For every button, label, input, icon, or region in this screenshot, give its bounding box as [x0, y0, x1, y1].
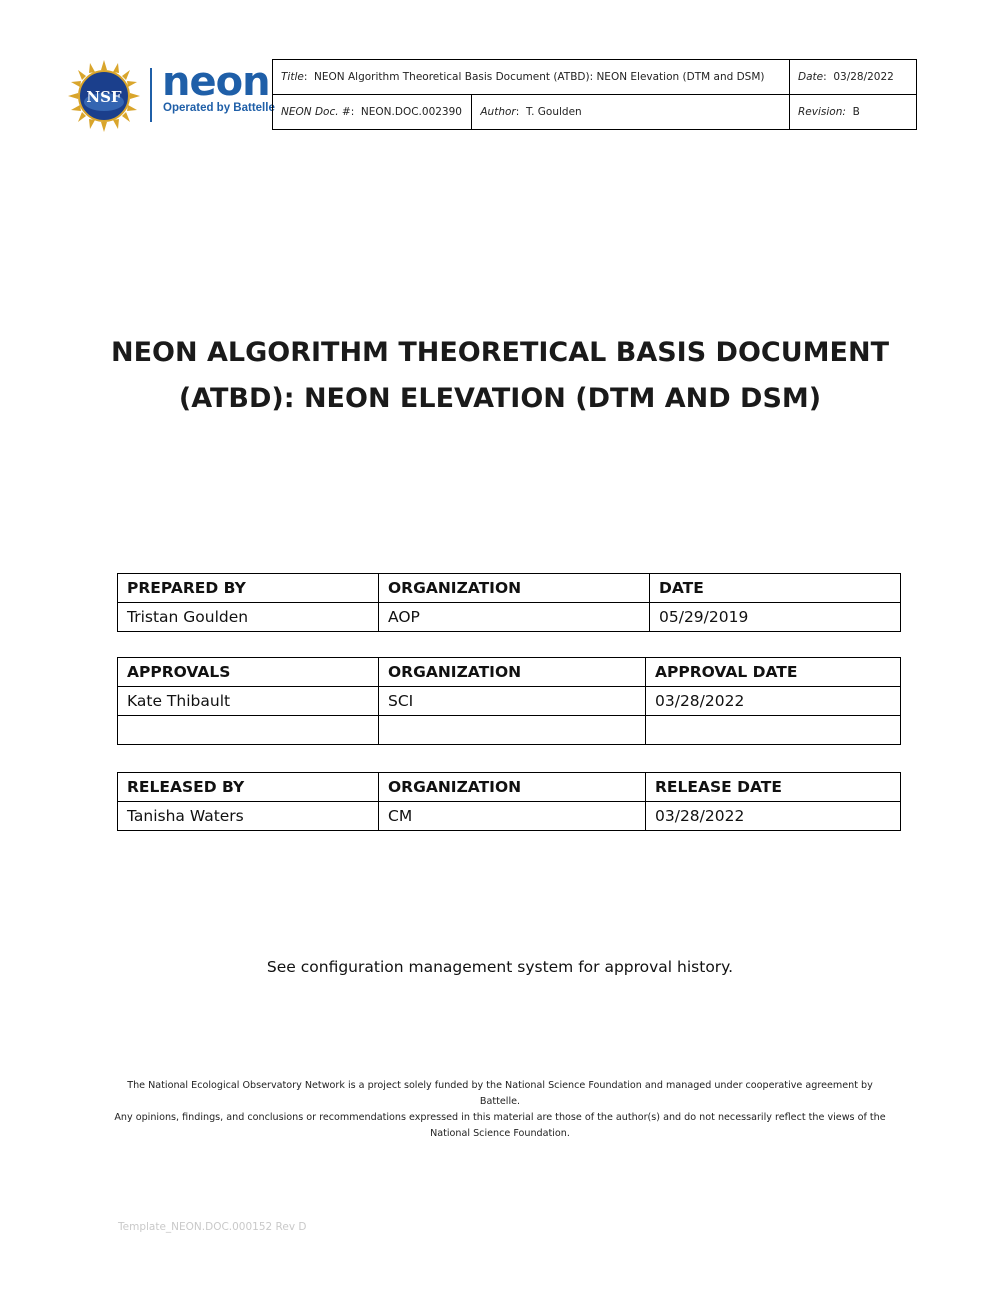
header-author-cell: Author: T. Goulden [472, 95, 790, 130]
nsf-seal-text: NSF [86, 88, 122, 106]
approvals-header: APPROVALS [118, 658, 379, 687]
header-author-value: T. Goulden [525, 106, 582, 118]
header-date-cell: Date: 03/28/2022 [790, 60, 917, 95]
approval-date-empty [646, 716, 901, 745]
table-row [118, 716, 901, 745]
approvals-organization-header: ORGANIZATION [379, 658, 646, 687]
neon-tagline: Operated by Battelle [163, 102, 275, 114]
table-row [118, 603, 901, 632]
prepared-by-header: PREPARED BY [118, 574, 379, 603]
approver-name: Kate Thibault [118, 687, 379, 716]
disclaimer-line-3: National Science Foundation. [430, 1128, 570, 1139]
released-organization-header: ORGANIZATION [379, 773, 646, 802]
header-author-label: Author [480, 106, 516, 118]
table-header-row [118, 574, 901, 603]
document-header-table [272, 59, 917, 130]
released-by-name: Tanisha Waters [118, 802, 379, 831]
header-revision-value: B [852, 106, 860, 118]
document-title [60, 330, 940, 422]
prepared-date-header: DATE [650, 574, 901, 603]
header-doc-cell: NEON Doc. #: NEON.DOC.002390 [273, 95, 472, 130]
released-organization: CM [379, 802, 646, 831]
table-row [118, 687, 901, 716]
nsf-seal-icon [68, 60, 140, 132]
funding-disclaimer [110, 1078, 890, 1142]
approval-date-header: APPROVAL DATE [646, 658, 901, 687]
prepared-organization: AOP [379, 603, 650, 632]
approver-organization-empty [379, 716, 646, 745]
approval-date: 03/28/2022 [646, 687, 901, 716]
released-by-table [117, 772, 901, 831]
neon-nsf-logo [68, 59, 275, 128]
document-title-line-2: (ATBD): NEON ELEVATION (DTM AND DSM) [178, 383, 822, 414]
prepared-date: 05/29/2019 [650, 603, 901, 632]
header-title-label: Title [281, 71, 304, 83]
released-by-header: RELEASED BY [118, 773, 379, 802]
header-revision-cell [790, 95, 917, 130]
header-title-value: NEON Algorithm Theoretical Basis Document (ATBD): NEON Elevation (DTM and DSM) [314, 71, 765, 83]
header-revision-label: Revision: [798, 106, 846, 118]
header-doc-label: NEON Doc. # [281, 106, 351, 118]
table-header-row [118, 658, 901, 687]
header-date-value: 03/28/2022 [833, 71, 894, 83]
approver-name-empty [118, 716, 379, 745]
prepared-by-table [117, 573, 901, 632]
configuration-note: See configuration management system for approval history. [266, 958, 734, 976]
disclaimer-line-2: Any opinions, findings, and conclusions or recommendations expressed in this material are those of the author(s) and do not necessarily reflect the views of the [114, 1112, 886, 1123]
header-title-cell: Title: NEON Algorithm Theoretical Basis Document (ATBD): NEON Elevation (DTM and DSM) [273, 60, 790, 95]
approver-organization: SCI [379, 687, 646, 716]
release-date-header: RELEASE DATE [646, 773, 901, 802]
document-title-line-1: NEON ALGORITHM THEORETICAL BASIS DOCUMENT [111, 337, 889, 368]
release-date: 03/28/2022 [646, 802, 901, 831]
prepared-organization-header: ORGANIZATION [379, 574, 650, 603]
approvals-table [117, 657, 901, 745]
table-header-row [118, 773, 901, 802]
disclaimer-line-1: The National Ecological Observatory Network is a project solely funded by the National Science Foundation and managed under cooperative agreement by Battelle. [127, 1080, 873, 1107]
prepared-by-name: Tristan Goulden [118, 603, 379, 632]
neon-wordmark: neon [162, 59, 270, 105]
logo-divider [150, 68, 152, 122]
template-id: Template_NEON.DOC.000152 Rev D [118, 1221, 307, 1233]
table-row [118, 802, 901, 831]
header-date-label: Date [798, 71, 824, 83]
header-doc-value: NEON.DOC.002390 [360, 106, 462, 118]
